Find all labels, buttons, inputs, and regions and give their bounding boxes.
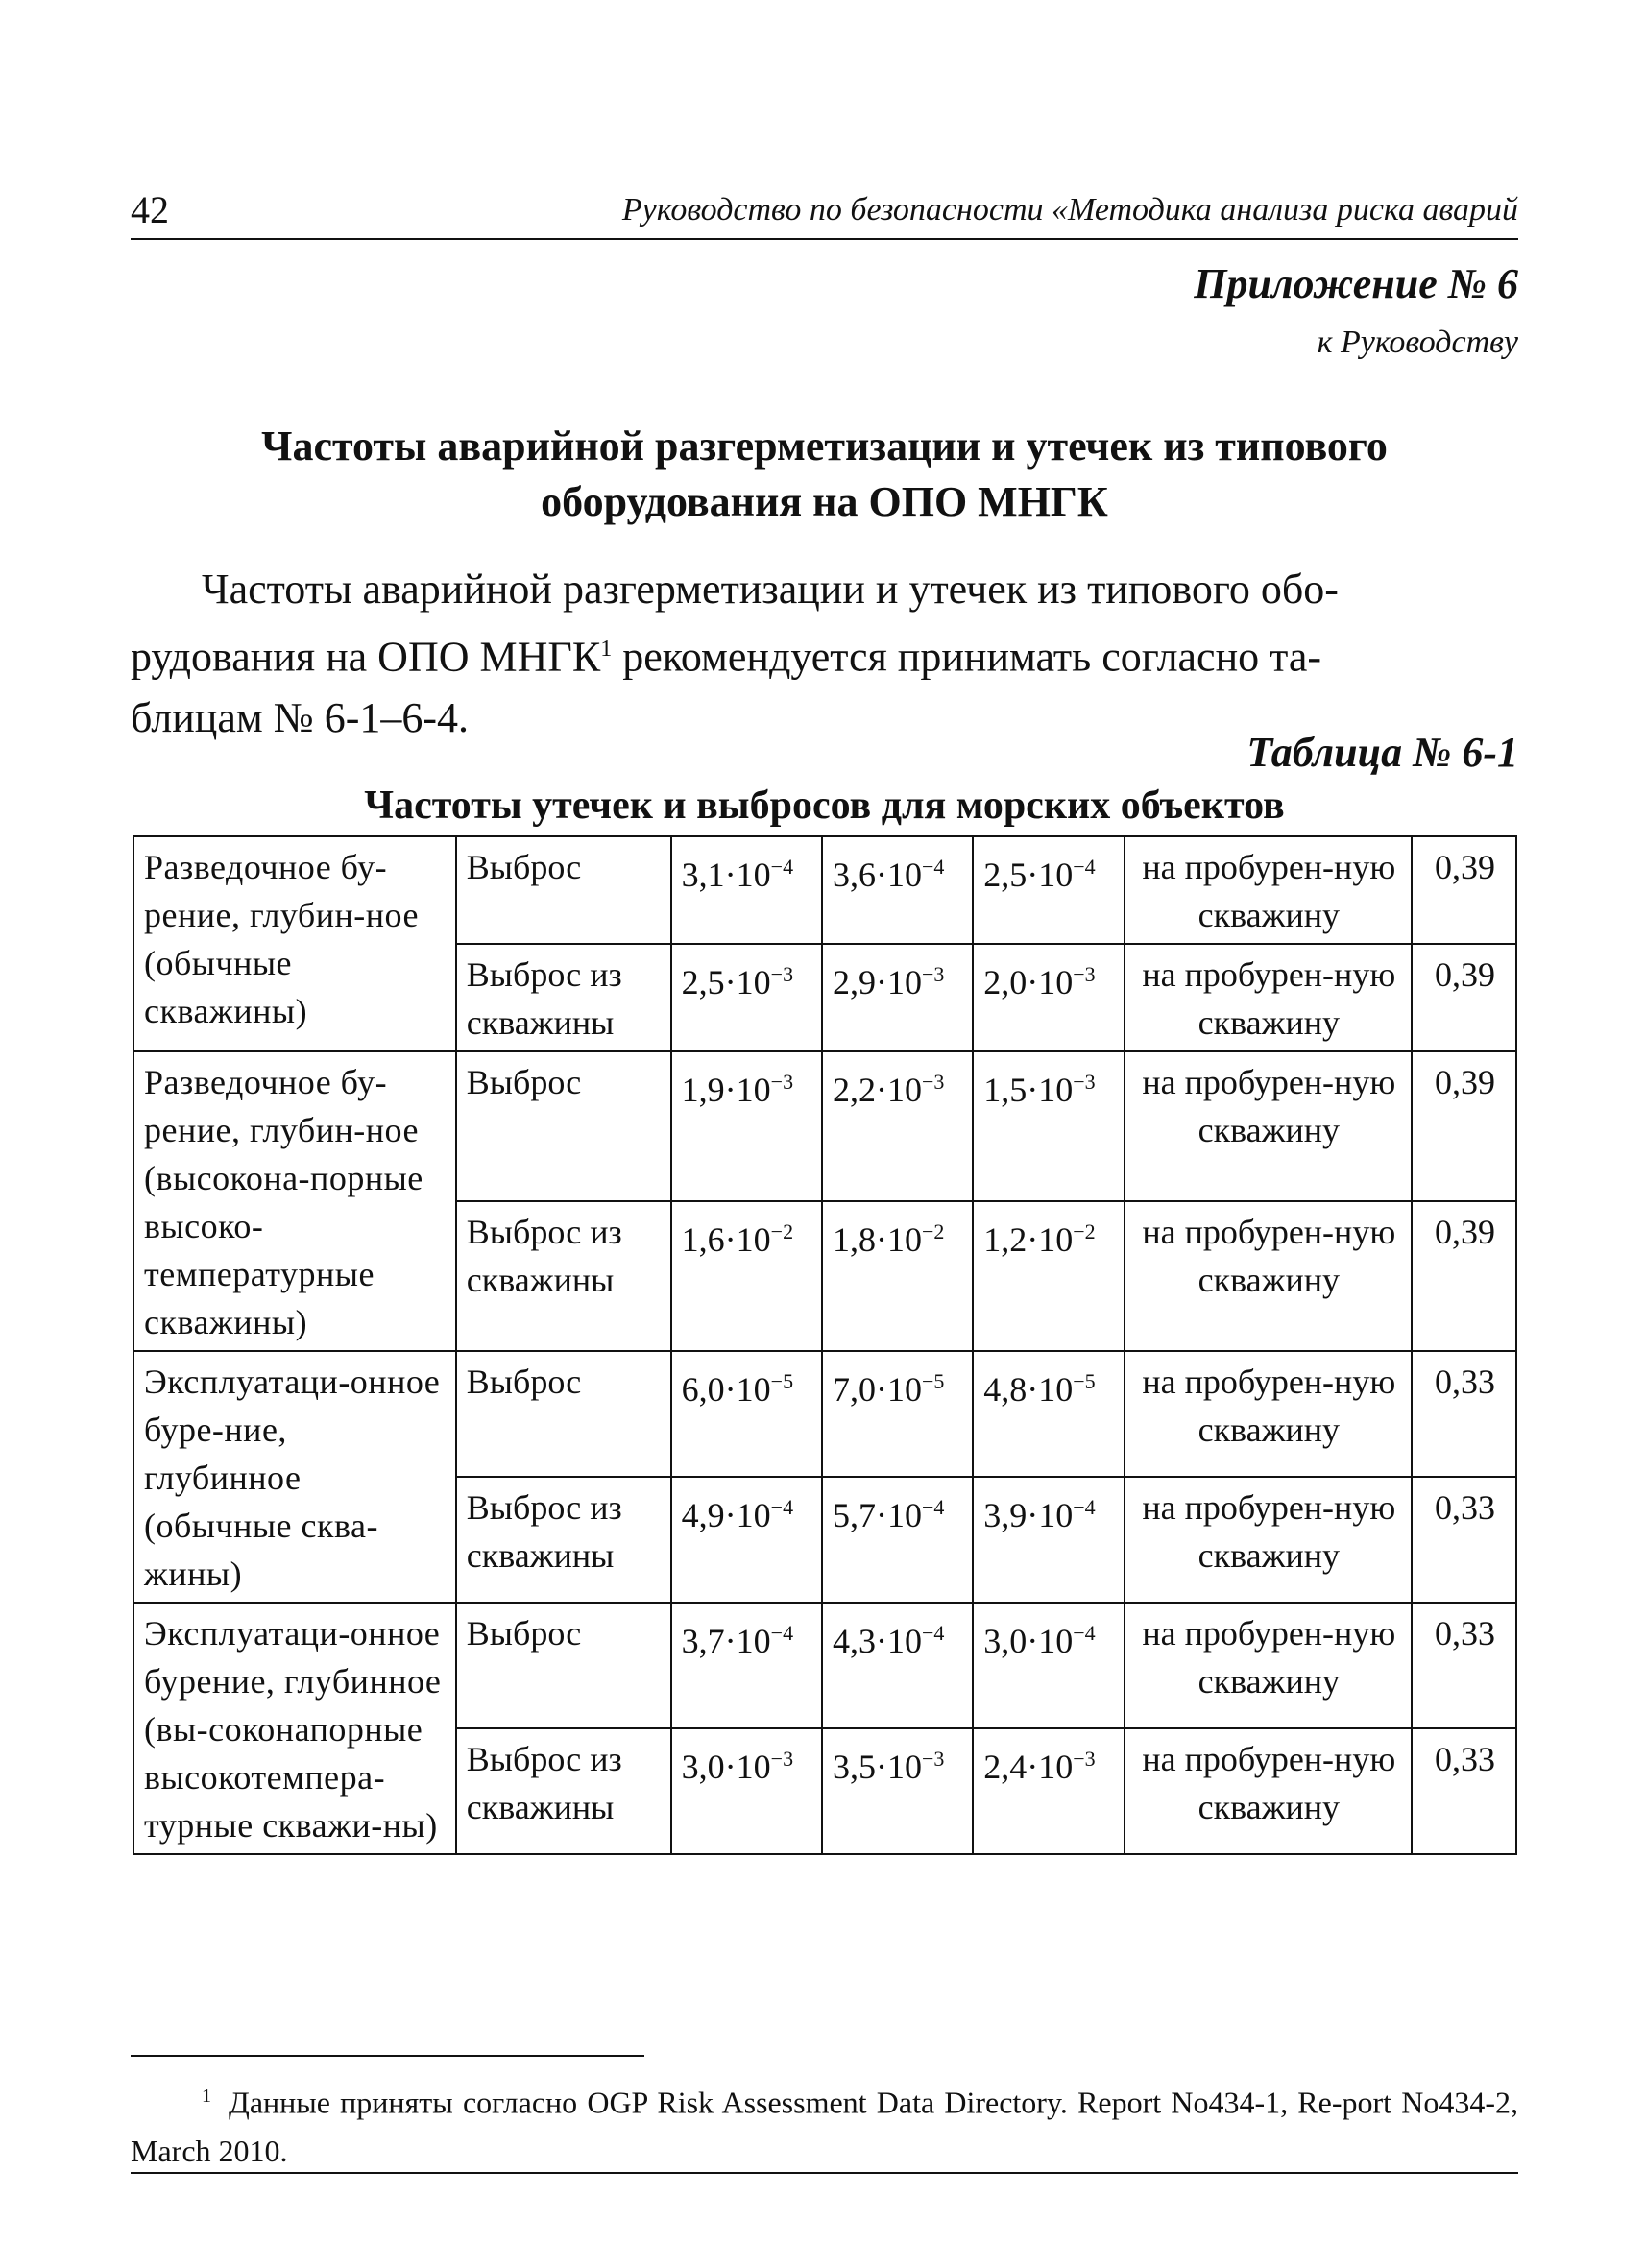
frequency-cell bbox=[671, 1477, 822, 1603]
event-cell: Выброс из скважины bbox=[456, 944, 671, 1051]
intro-line-3: блицам № 6-1–6-4. bbox=[131, 693, 469, 741]
table-title: Частоты утечек и выбросов для морских объектов bbox=[364, 784, 1285, 828]
frequency-cell bbox=[973, 1728, 1124, 1854]
factor-cell: 0,39 bbox=[1412, 1201, 1516, 1351]
intro-paragraph bbox=[131, 559, 1518, 748]
frequency-mantissa: 4,8·10 bbox=[983, 1370, 1074, 1409]
basis-cell: на пробурен-ную скважину bbox=[1125, 1201, 1412, 1351]
frequency-cell bbox=[822, 944, 973, 1051]
frequency-cell bbox=[822, 1603, 973, 1728]
frequency-cell bbox=[671, 944, 822, 1051]
frequency-mantissa: 3,9·10 bbox=[983, 1496, 1074, 1534]
intro-line-1: Частоты аварийной разгерметизации и утечек из типового обо- bbox=[202, 566, 1339, 613]
frequency-exponent: −2 bbox=[1073, 1219, 1096, 1243]
main-heading-line-2: оборудования на ОПО МНГК bbox=[541, 478, 1108, 525]
frequency-exponent: −3 bbox=[1073, 1747, 1096, 1771]
page-header bbox=[131, 184, 1518, 240]
footnote-mark: 1 bbox=[202, 2086, 211, 2107]
frequency-cell bbox=[973, 1351, 1124, 1477]
factor-cell: 0,39 bbox=[1412, 836, 1516, 944]
frequency-mantissa: 3,7·10 bbox=[681, 1622, 771, 1660]
table-label: Таблица № 6-1 bbox=[1246, 729, 1518, 776]
footnote bbox=[131, 2072, 1518, 2175]
main-heading-line-1: Частоты аварийной разгерметизации и утечек из типового bbox=[261, 422, 1388, 470]
event-cell: Выброс из скважины bbox=[456, 1477, 671, 1603]
frequency-exponent: −4 bbox=[1073, 1495, 1096, 1519]
frequency-mantissa: 7,0·10 bbox=[832, 1370, 922, 1409]
frequency-exponent: −3 bbox=[921, 962, 945, 986]
frequency-mantissa: 4,3·10 bbox=[832, 1622, 922, 1660]
frequency-mantissa: 1,5·10 bbox=[983, 1071, 1074, 1109]
frequency-cell bbox=[973, 944, 1124, 1051]
frequency-exponent: −2 bbox=[921, 1219, 945, 1243]
basis-cell: на пробурен-ную скважину bbox=[1125, 944, 1412, 1051]
table-row bbox=[133, 1051, 1516, 1201]
frequency-exponent: −5 bbox=[770, 1369, 794, 1393]
frequency-exponent: −5 bbox=[1073, 1369, 1096, 1393]
event-cell: Выброс из скважины bbox=[456, 1728, 671, 1854]
object-type-cell: Эксплуатаци-онное буре-ние, глубинное (обычные сква-жины) bbox=[133, 1351, 456, 1603]
frequency-mantissa: 3,5·10 bbox=[832, 1748, 922, 1786]
frequency-exponent: −3 bbox=[770, 1747, 794, 1771]
frequency-mantissa: 2,5·10 bbox=[983, 856, 1074, 894]
event-cell: Выброс bbox=[456, 1051, 671, 1201]
frequency-exponent: −3 bbox=[921, 1070, 945, 1094]
frequency-exponent: −4 bbox=[770, 855, 794, 879]
frequency-mantissa: 4,9·10 bbox=[681, 1496, 771, 1534]
frequency-cell bbox=[671, 1051, 822, 1201]
frequency-exponent: −4 bbox=[1073, 855, 1096, 879]
basis-cell: на пробурен-ную скважину bbox=[1125, 836, 1412, 944]
intro-line-2-end: рекомендуется принимать согласно та- bbox=[612, 633, 1322, 681]
intro-line-2 bbox=[131, 619, 1518, 688]
frequency-table bbox=[133, 835, 1517, 1855]
frequency-cell bbox=[822, 1051, 973, 1201]
event-cell: Выброс bbox=[456, 836, 671, 944]
factor-cell: 0,33 bbox=[1412, 1603, 1516, 1728]
footnote-divider bbox=[131, 2055, 644, 2057]
running-title: Руководство по безопасности «Методика анализа риска аварий bbox=[621, 192, 1518, 228]
frequency-mantissa: 1,9·10 bbox=[681, 1071, 771, 1109]
event-cell: Выброс bbox=[456, 1351, 671, 1477]
frequency-exponent: −4 bbox=[1073, 1621, 1096, 1645]
frequency-cell bbox=[822, 1728, 973, 1854]
frequency-exponent: −4 bbox=[770, 1621, 794, 1645]
frequency-mantissa: 5,7·10 bbox=[832, 1496, 922, 1534]
event-cell: Выброс из скважины bbox=[456, 1201, 671, 1351]
frequency-cell bbox=[822, 836, 973, 944]
table-row bbox=[133, 1351, 1516, 1477]
frequency-mantissa: 3,0·10 bbox=[681, 1748, 771, 1786]
frequency-cell bbox=[973, 1201, 1124, 1351]
frequency-cell bbox=[671, 836, 822, 944]
frequency-exponent: −4 bbox=[921, 1495, 945, 1519]
frequency-cell bbox=[822, 1201, 973, 1351]
object-type-cell: Разведочное бу-рение, глубин-ное (обычные скважины) bbox=[133, 836, 456, 1051]
appendix-title: Приложение № 6 bbox=[1194, 260, 1518, 307]
factor-cell: 0,39 bbox=[1412, 1051, 1516, 1201]
frequency-exponent: −4 bbox=[921, 1621, 945, 1645]
factor-cell: 0,33 bbox=[1412, 1477, 1516, 1603]
basis-cell: на пробурен-ную скважину bbox=[1125, 1728, 1412, 1854]
footnote-text: Данные приняты согласно OGP Risk Assessment Data Directory. Report No434-1, Re-port No434-2, March 2010. bbox=[131, 2085, 1518, 2168]
object-type-cell: Эксплуатаци-онное бурение, глубинное (вы-соконапорные высокотемпера-турные скважи-ны) bbox=[133, 1603, 456, 1854]
frequency-exponent: −4 bbox=[921, 855, 945, 879]
frequency-exponent: −3 bbox=[1073, 1070, 1096, 1094]
frequency-mantissa: 3,0·10 bbox=[983, 1622, 1074, 1660]
frequency-cell bbox=[973, 1603, 1124, 1728]
frequency-exponent: −2 bbox=[770, 1219, 794, 1243]
frequency-mantissa: 2,9·10 bbox=[832, 963, 922, 1001]
basis-cell: на пробурен-ную скважину bbox=[1125, 1603, 1412, 1728]
frequency-mantissa: 1,2·10 bbox=[983, 1220, 1074, 1259]
event-cell: Выброс bbox=[456, 1603, 671, 1728]
frequency-cell bbox=[973, 836, 1124, 944]
frequency-exponent: −3 bbox=[770, 962, 794, 986]
frequency-mantissa: 2,0·10 bbox=[983, 963, 1074, 1001]
frequency-mantissa: 1,6·10 bbox=[681, 1220, 771, 1259]
frequency-cell bbox=[822, 1351, 973, 1477]
frequency-mantissa: 3,6·10 bbox=[832, 856, 922, 894]
frequency-mantissa: 2,2·10 bbox=[832, 1071, 922, 1109]
table-row bbox=[133, 1603, 1516, 1728]
intro-line-2-start: рудования на ОПО МНГК bbox=[131, 633, 601, 681]
table-row bbox=[133, 836, 1516, 944]
factor-cell: 0,33 bbox=[1412, 1728, 1516, 1854]
page-number: 42 bbox=[131, 188, 169, 231]
frequency-cell bbox=[671, 1351, 822, 1477]
frequency-exponent: −3 bbox=[1073, 962, 1096, 986]
frequency-cell bbox=[973, 1051, 1124, 1201]
frequency-cell bbox=[822, 1477, 973, 1603]
main-heading bbox=[131, 419, 1518, 530]
frequency-exponent: −4 bbox=[770, 1495, 794, 1519]
basis-cell: на пробурен-ную скважину bbox=[1125, 1351, 1412, 1477]
frequency-cell bbox=[973, 1477, 1124, 1603]
frequency-exponent: −3 bbox=[770, 1070, 794, 1094]
factor-cell: 0,39 bbox=[1412, 944, 1516, 1051]
frequency-cell bbox=[671, 1728, 822, 1854]
frequency-mantissa: 2,4·10 bbox=[983, 1748, 1074, 1786]
frequency-cell bbox=[671, 1201, 822, 1351]
frequency-mantissa: 3,1·10 bbox=[681, 856, 771, 894]
bottom-divider bbox=[131, 2172, 1518, 2174]
frequency-mantissa: 1,8·10 bbox=[832, 1220, 922, 1259]
frequency-mantissa: 2,5·10 bbox=[681, 963, 771, 1001]
basis-cell: на пробурен-ную скважину bbox=[1125, 1051, 1412, 1201]
footnote-ref: 1 bbox=[600, 637, 613, 662]
frequency-exponent: −3 bbox=[921, 1747, 945, 1771]
object-type-cell: Разведочное бу-рение, глубин-ное (высокона-порные высоко-температурные скважины) bbox=[133, 1051, 456, 1351]
factor-cell: 0,33 bbox=[1412, 1351, 1516, 1477]
frequency-cell bbox=[671, 1603, 822, 1728]
appendix-subtitle: к Руководству bbox=[1317, 325, 1518, 360]
basis-cell: на пробурен-ную скважину bbox=[1125, 1477, 1412, 1603]
frequency-exponent: −5 bbox=[921, 1369, 945, 1393]
frequency-mantissa: 6,0·10 bbox=[681, 1370, 771, 1409]
